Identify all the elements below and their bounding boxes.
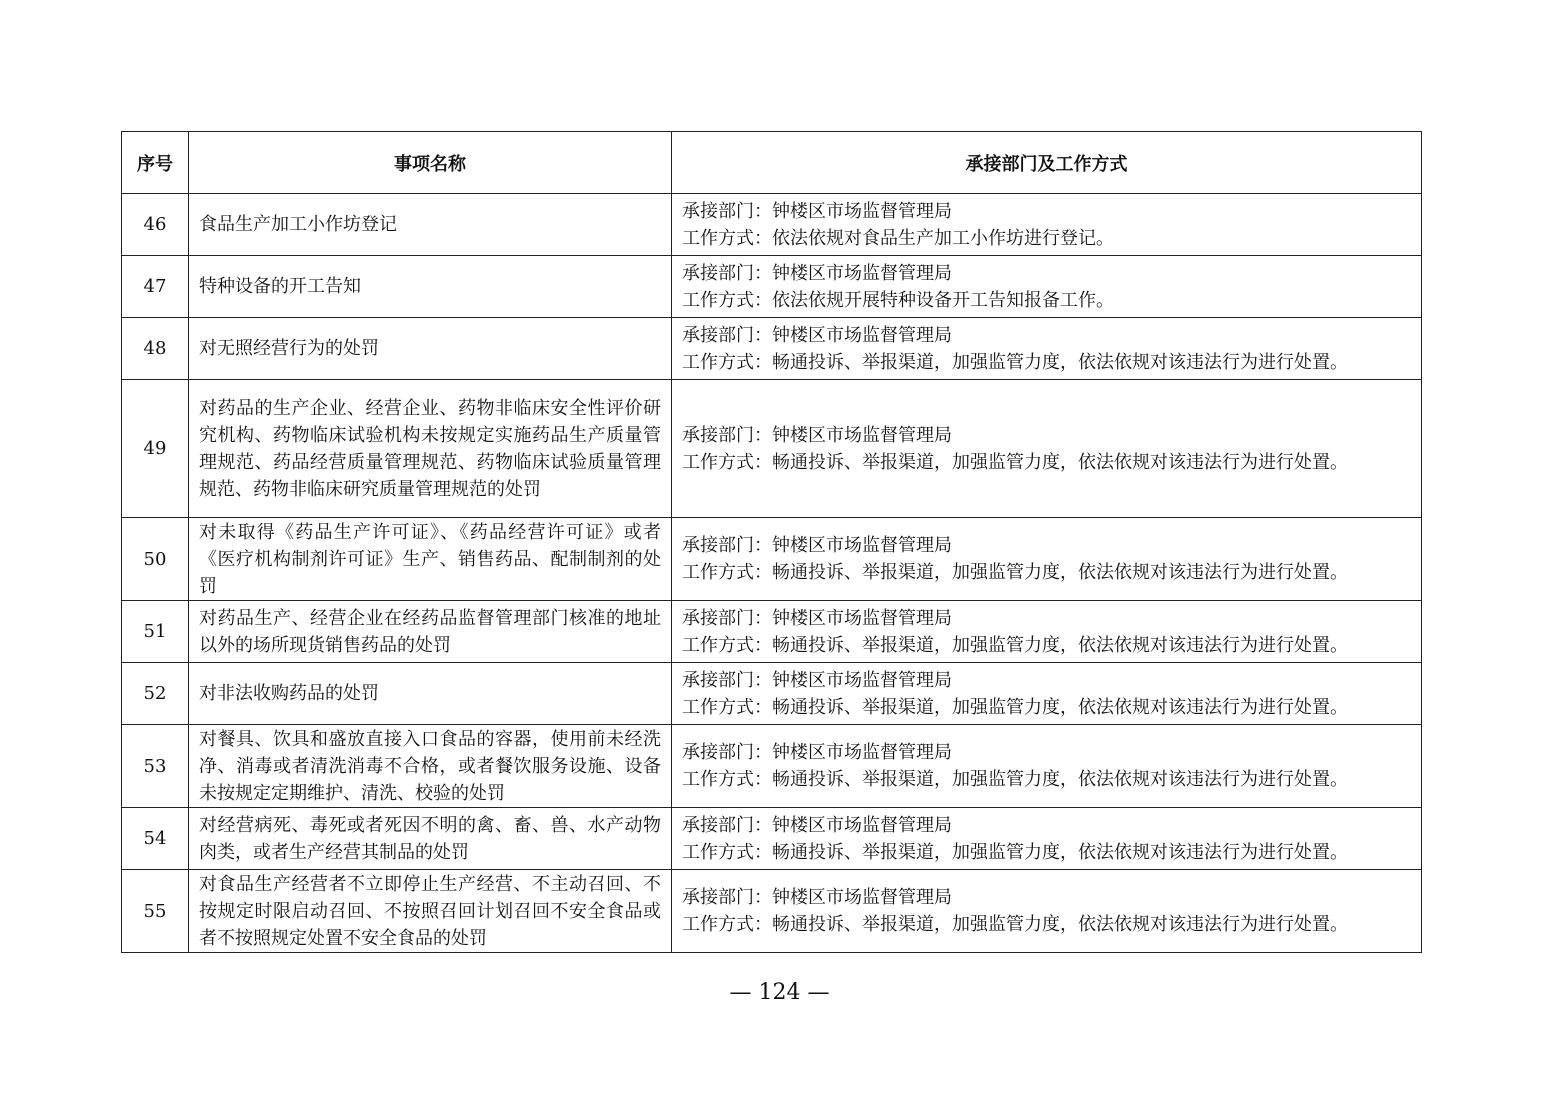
page-number: — 124 — <box>729 980 830 1005</box>
row-item-name: 对经营病死、毒死或者死因不明的禽、畜、兽、水产动物肉类，或者生产经营其制品的处罚 <box>199 814 661 863</box>
row-item-name: 对药品的生产企业、经营企业、药物非临床安全性评价研究机构、药物临床试验机构未按规定实施药品生产质量管理规范、药品经营质量管理规范、药物临床试验质量管理规范、药物非临床研究质量管理规范的处罚 <box>199 397 661 500</box>
table-row <box>122 194 1422 256</box>
row-dept-line: 承接部门：钟楼区市场监督管理局 <box>682 535 952 556</box>
row-method-line: 工作方式：畅通投诉、举报渠道，加强监管力度，依法依规对该违法行为进行处置。 <box>682 634 1348 656</box>
row-index: 47 <box>122 256 189 318</box>
table-row <box>122 808 1422 870</box>
row-dept-line: 承接部门：钟楼区市场监督管理局 <box>682 200 952 222</box>
row-dept-line: 承接部门：钟楼区市场监督管理局 <box>682 424 952 446</box>
header-name: 事项名称 <box>189 132 672 194</box>
table-row <box>122 518 1422 601</box>
table-row <box>122 663 1422 725</box>
row-method-line: 工作方式：畅通投诉、举报渠道，加强监管力度，依法依规对该违法行为进行处置。 <box>682 914 1348 935</box>
row-index: 53 <box>122 725 189 808</box>
row-item-name: 对食品生产经营者不立即停止生产经营、不主动召回、不按规定时限启动召回、不按照召回计划召回不安全食品或者不按照规定处置不安全食品的处罚 <box>199 873 661 949</box>
row-dept-line: 承接部门：钟楼区市场监督管理局 <box>682 607 952 629</box>
row-item-name: 对餐具、饮具和盛放直接入口食品的容器，使用前未经洗净、消毒或者清洗消毒不合格，或者餐饮服务设施、设备未按规定定期维护、清洗、校验的处罚 <box>199 728 661 804</box>
row-method-line: 工作方式：畅通投诉、举报渠道，加强监管力度，依法依规对该违法行为进行处置。 <box>682 451 1348 473</box>
header-index: 序号 <box>122 132 189 194</box>
table-header-row <box>122 132 1422 194</box>
row-item-name: 对药品生产、经营企业在经药品监督管理部门核准的地址以外的场所现货销售药品的处罚 <box>199 607 661 656</box>
row-index: 48 <box>122 318 189 380</box>
row-index: 54 <box>122 808 189 870</box>
row-method-line: 工作方式：畅通投诉、举报渠道，加强监管力度，依法依规对该违法行为进行处置。 <box>682 696 1348 718</box>
row-index: 52 <box>122 663 189 725</box>
table-row <box>122 601 1422 663</box>
table-row <box>122 380 1422 518</box>
row-dept-line: 承接部门：钟楼区市场监督管理局 <box>682 742 952 763</box>
header-dept: 承接部门及工作方式 <box>672 132 1422 194</box>
row-dept-line: 承接部门：钟楼区市场监督管理局 <box>682 324 952 346</box>
row-method-line: 工作方式：畅通投诉、举报渠道，加强监管力度，依法依规对该违法行为进行处置。 <box>682 351 1348 373</box>
row-index: 46 <box>122 194 189 256</box>
row-dept-line: 承接部门：钟楼区市场监督管理局 <box>682 262 952 284</box>
row-method-line: 工作方式：畅通投诉、举报渠道，加强监管力度，依法依规对该违法行为进行处置。 <box>682 562 1348 583</box>
row-item-name: 特种设备的开工告知 <box>199 276 361 297</box>
items-table <box>121 131 1422 953</box>
row-index: 49 <box>122 380 189 518</box>
table-row <box>122 256 1422 318</box>
row-index: 50 <box>122 518 189 601</box>
table-row <box>122 870 1422 953</box>
row-method-line: 工作方式：依法依规开展特种设备开工告知报备工作。 <box>682 289 1114 311</box>
row-item-name: 食品生产加工小作坊登记 <box>199 214 397 235</box>
row-method-line: 工作方式：依法依规对食品生产加工小作坊进行登记。 <box>682 227 1114 249</box>
row-dept-line: 承接部门：钟楼区市场监督管理局 <box>682 669 952 691</box>
table-row <box>122 725 1422 808</box>
row-dept-line: 承接部门：钟楼区市场监督管理局 <box>682 887 952 908</box>
row-dept-line: 承接部门：钟楼区市场监督管理局 <box>682 814 952 836</box>
row-method-line: 工作方式：畅通投诉、举报渠道，加强监管力度，依法依规对该违法行为进行处置。 <box>682 841 1348 863</box>
row-item-name: 对非法收购药品的处罚 <box>199 683 379 704</box>
row-index: 55 <box>122 870 189 953</box>
row-method-line: 工作方式：畅通投诉、举报渠道，加强监管力度，依法依规对该违法行为进行处置。 <box>682 769 1348 790</box>
table-row <box>122 318 1422 380</box>
row-item-name: 对无照经营行为的处罚 <box>199 338 379 359</box>
row-item-name: 对未取得《药品生产许可证》、《药品经营许可证》或者《医疗机构制剂许可证》生产、销售药品、配制制剂的处罚 <box>199 521 661 597</box>
row-index: 51 <box>122 601 189 663</box>
